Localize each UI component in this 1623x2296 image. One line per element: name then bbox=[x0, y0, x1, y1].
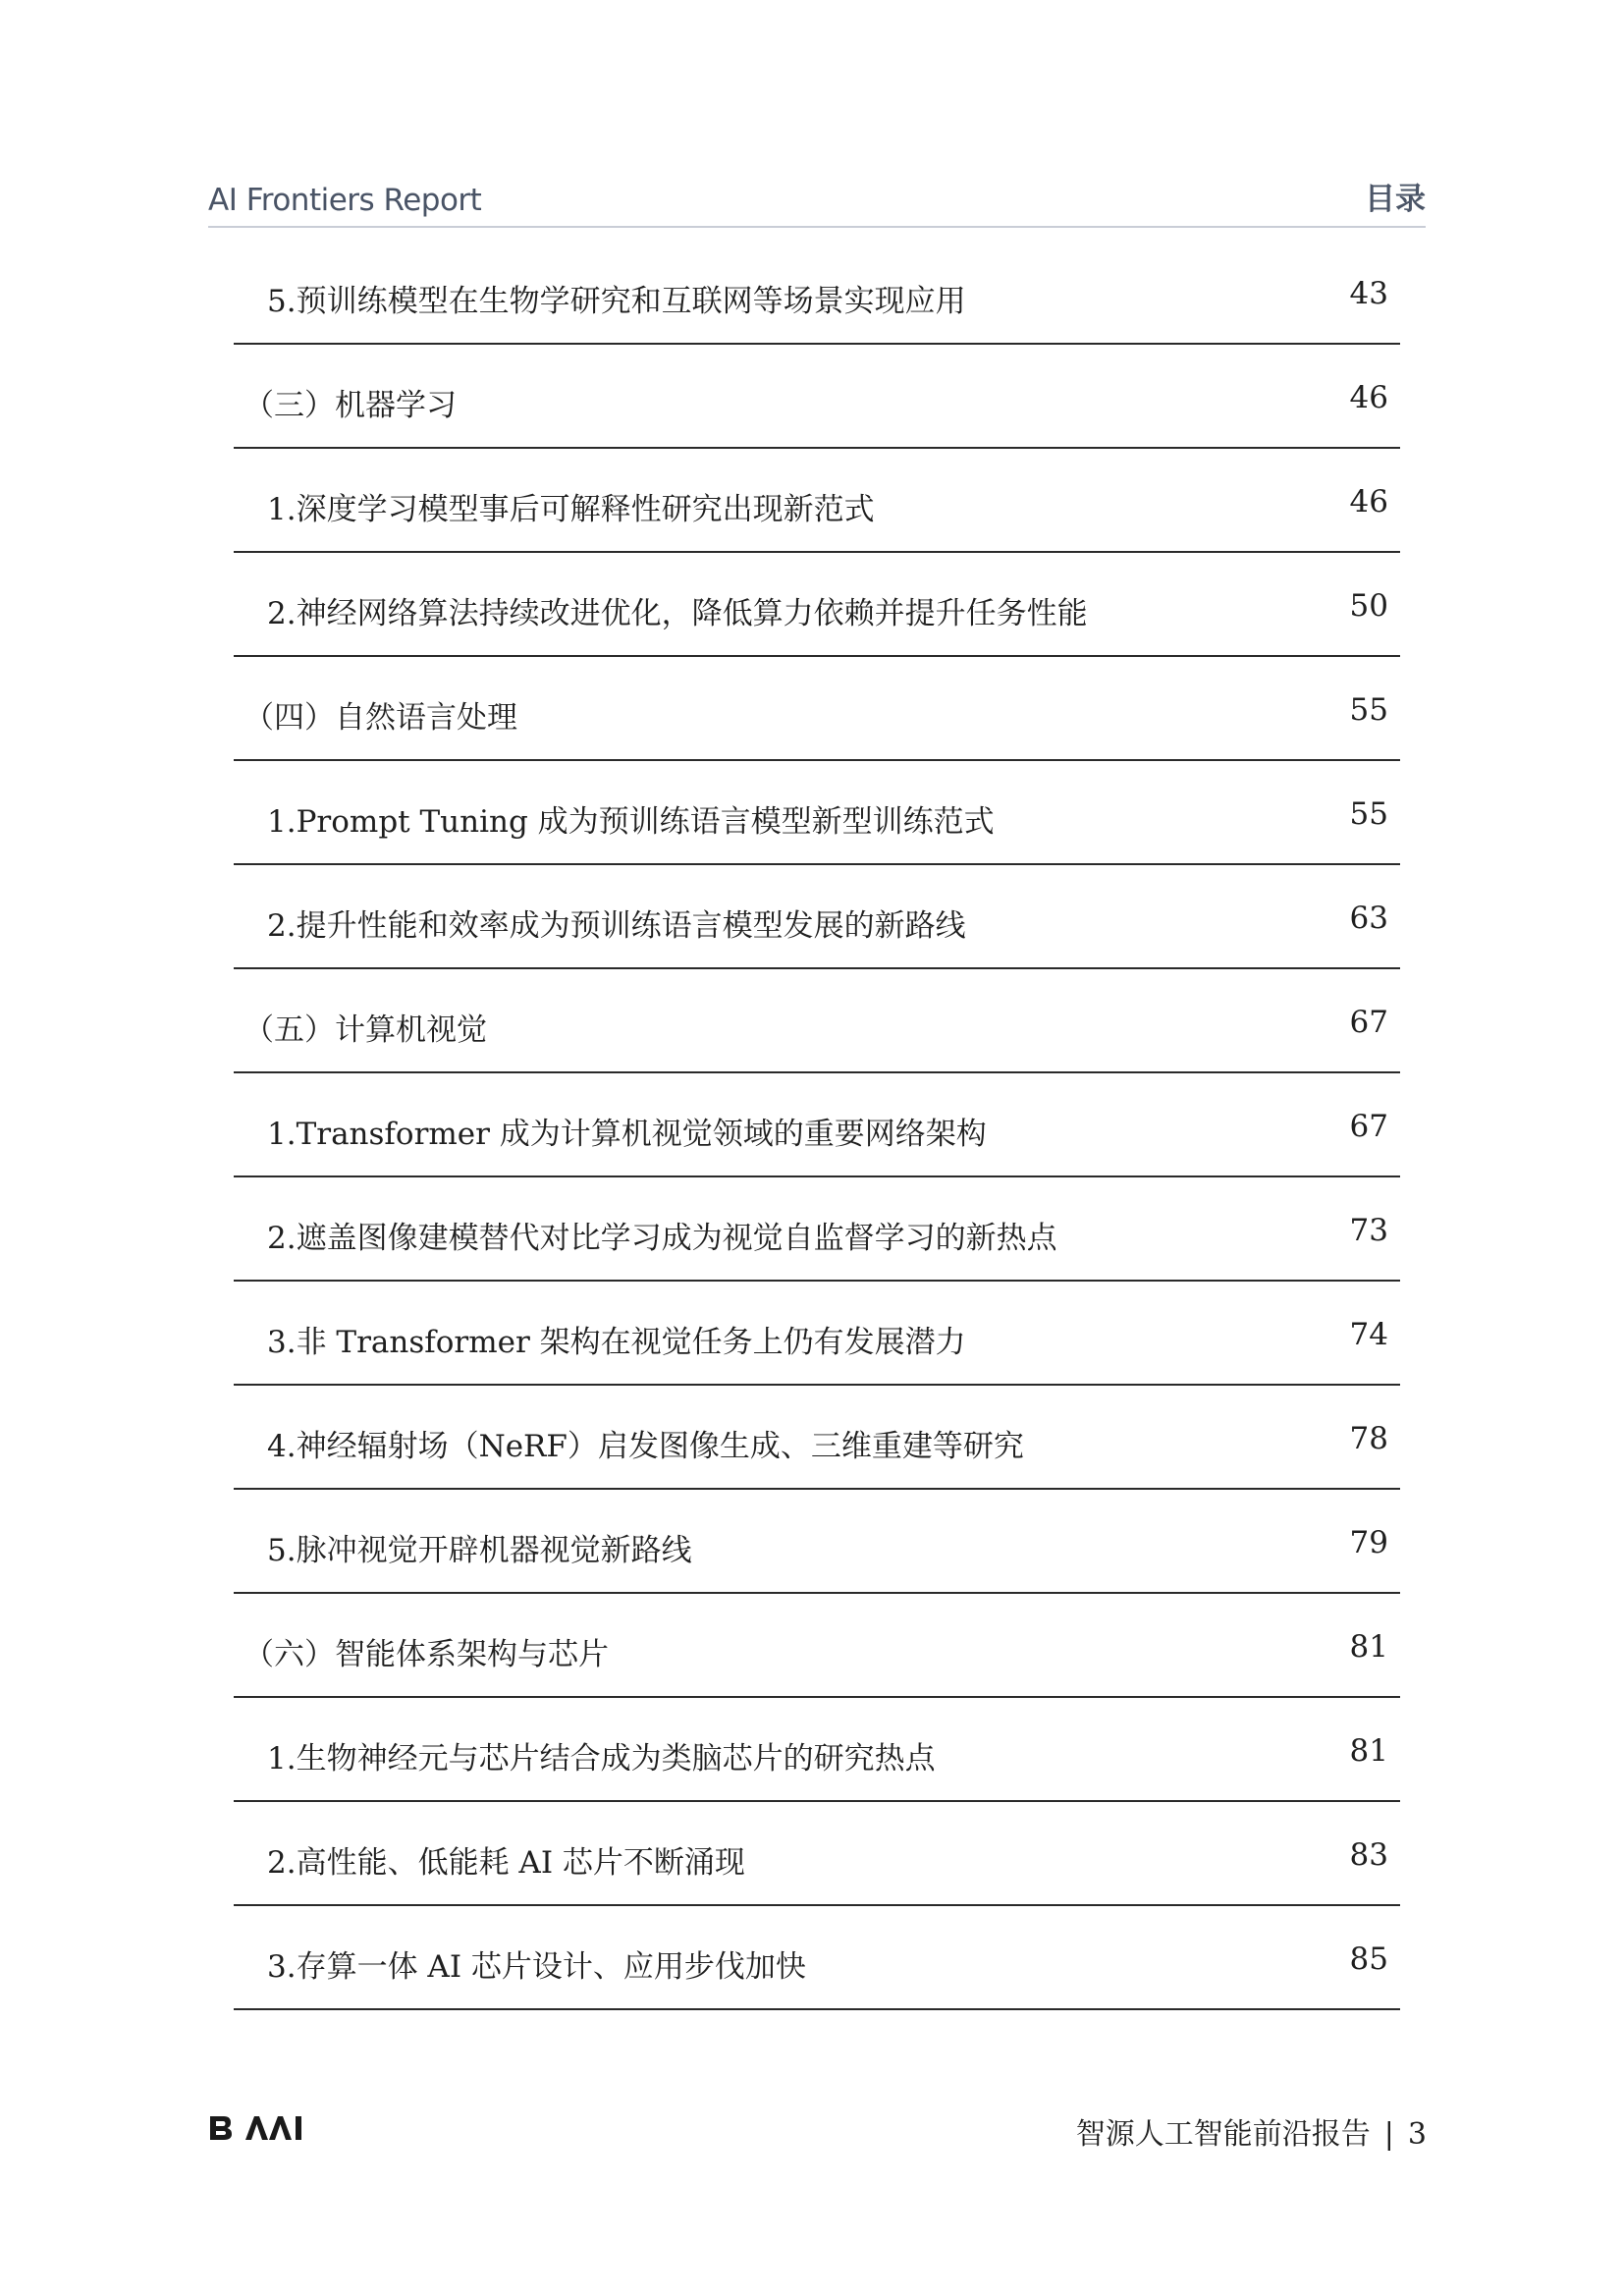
toc-entry-title: （三）机器学习 bbox=[243, 388, 457, 423]
toc-entry[interactable] bbox=[234, 1492, 1400, 1594]
toc-entry-page: 55 bbox=[1349, 796, 1388, 832]
toc-entry-title: 2.提升性能和效率成为预训练语言模型发展的新路线 bbox=[267, 908, 966, 944]
toc-entry-title: 4.神经辐射场（NeRF）启发图像生成、三维重建等研究 bbox=[267, 1429, 1024, 1464]
toc-entry-title: 5.预训练模型在生物学研究和互联网等场景实现应用 bbox=[267, 284, 966, 319]
toc-entry-title: 1.生物神经元与芯片结合成为类脑芯片的研究热点 bbox=[267, 1741, 936, 1777]
toc-entry-page: 43 bbox=[1349, 276, 1388, 311]
toc-entry-title: 2.高性能、低能耗 AI 芯片不断涌现 bbox=[267, 1845, 745, 1881]
report-title: AI Frontiers Report bbox=[208, 183, 482, 218]
toc-entry-title: （六）智能体系架构与芯片 bbox=[243, 1637, 609, 1672]
toc-entry[interactable] bbox=[234, 1700, 1400, 1802]
toc-entry-page: 81 bbox=[1349, 1733, 1388, 1769]
toc-entry-page: 73 bbox=[1349, 1213, 1388, 1248]
toc-entry[interactable] bbox=[234, 243, 1400, 345]
toc-entry-title: 1.Prompt Tuning 成为预训练语言模型新型训练范式 bbox=[267, 804, 995, 840]
toc-entry[interactable] bbox=[234, 763, 1400, 865]
toc-entry-page: 55 bbox=[1349, 692, 1388, 728]
toc-entry-page: 79 bbox=[1349, 1525, 1388, 1560]
toc-entry[interactable] bbox=[234, 867, 1400, 969]
toc-entry[interactable] bbox=[234, 1908, 1400, 2010]
toc-entry-title: （五）计算机视觉 bbox=[243, 1012, 487, 1048]
toc-entry-page: 78 bbox=[1349, 1421, 1388, 1456]
toc-entry-page: 46 bbox=[1349, 484, 1388, 519]
footer-separator: | bbox=[1383, 2117, 1394, 2152]
toc-entry-page: 50 bbox=[1349, 588, 1388, 624]
toc-entry-title: 2.遮盖图像建模替代对比学习成为视觉自监督学习的新热点 bbox=[267, 1221, 1057, 1256]
toc-entry-page: 67 bbox=[1349, 1109, 1388, 1144]
toc-entry-page: 74 bbox=[1349, 1317, 1388, 1352]
toc-entry-title: 2.神经网络算法持续改进优化，降低算力依赖并提升任务性能 bbox=[267, 596, 1088, 631]
baai-logo-icon bbox=[208, 2113, 304, 2143]
toc-entry[interactable] bbox=[234, 451, 1400, 553]
toc-entry-page: 63 bbox=[1349, 901, 1388, 936]
toc-entry-title: 3.存算一体 AI 芯片设计、应用步伐加快 bbox=[267, 1949, 806, 1985]
toc-entry-title: 1.深度学习模型事后可解释性研究出现新范式 bbox=[267, 492, 875, 527]
footer-page-number: 3 bbox=[1407, 2117, 1427, 2152]
toc-entry-title: （四）自然语言处理 bbox=[243, 700, 517, 736]
toc-entry[interactable] bbox=[234, 1179, 1400, 1282]
toc-entry[interactable] bbox=[234, 1596, 1400, 1698]
toc-entry-title: 3.非 Transformer 架构在视觉任务上仍有发展潜力 bbox=[267, 1325, 966, 1360]
toc-entry-page: 85 bbox=[1349, 1941, 1388, 1977]
toc-entry-page: 81 bbox=[1349, 1629, 1388, 1665]
toc-entry-title: 1.Transformer 成为计算机视觉领域的重要网络架构 bbox=[267, 1117, 987, 1152]
toc-entry[interactable] bbox=[234, 347, 1400, 449]
toc-entry-page: 83 bbox=[1349, 1837, 1388, 1873]
page-footer bbox=[1076, 2109, 1427, 2153]
section-title: 目录 bbox=[1365, 182, 1426, 217]
toc-entry[interactable] bbox=[234, 1804, 1400, 1906]
table-of-contents bbox=[234, 243, 1400, 2012]
toc-entry[interactable] bbox=[234, 1388, 1400, 1490]
toc-entry[interactable] bbox=[234, 555, 1400, 657]
toc-entry[interactable] bbox=[234, 659, 1400, 761]
toc-entry[interactable] bbox=[234, 1075, 1400, 1177]
toc-entry[interactable] bbox=[234, 971, 1400, 1073]
page-header bbox=[208, 175, 1426, 228]
toc-entry-page: 67 bbox=[1349, 1005, 1388, 1040]
toc-entry-page: 46 bbox=[1349, 380, 1388, 415]
toc-entry-title: 5.脉冲视觉开辟机器视觉新路线 bbox=[267, 1533, 692, 1568]
footer-report-name: 智源人工智能前沿报告 bbox=[1075, 2117, 1371, 2152]
toc-entry[interactable] bbox=[234, 1284, 1400, 1386]
